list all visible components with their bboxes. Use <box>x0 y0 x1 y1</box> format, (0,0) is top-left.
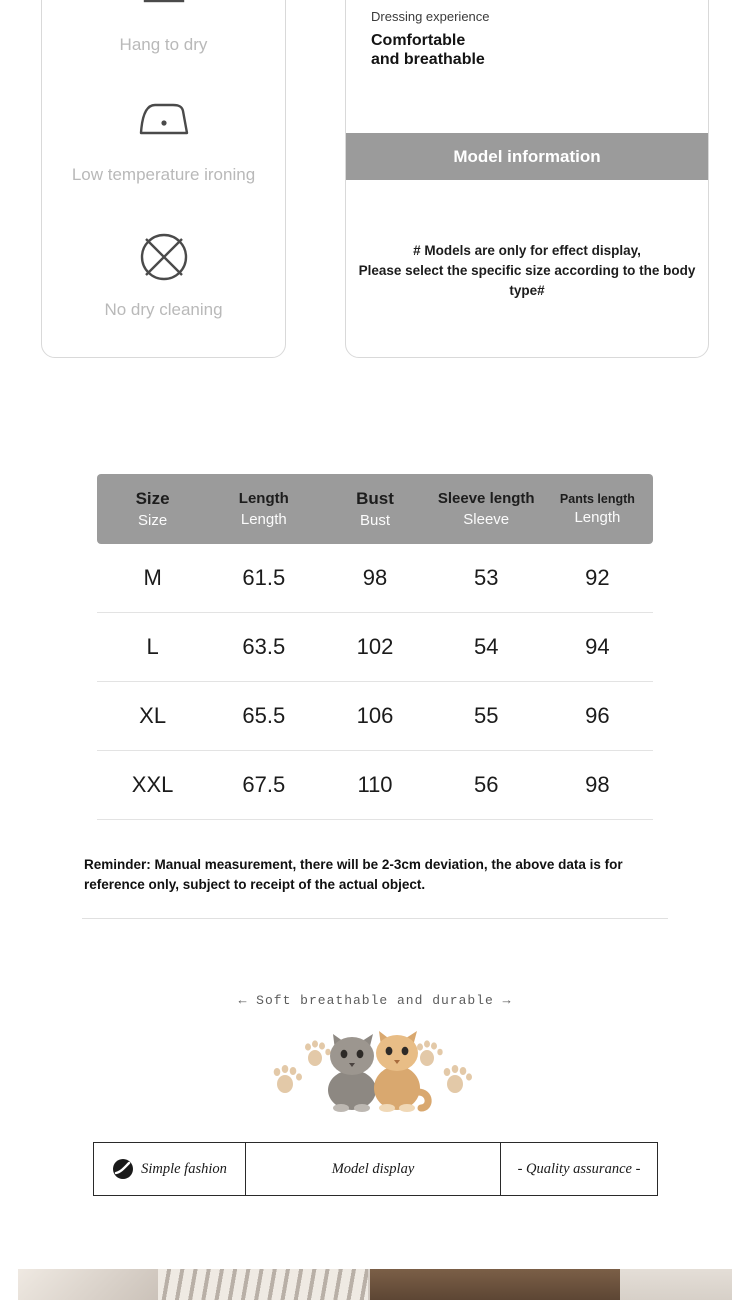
table-cell: 65.5 <box>242 703 286 728</box>
product-photo-strip <box>18 1269 732 1300</box>
soft-breathable-caption: ← Soft breathable and durable → <box>238 993 512 1008</box>
highlight-line-2: and breathable <box>371 51 485 68</box>
size-chart-table <box>97 474 653 820</box>
table-cell: 106 <box>356 703 394 728</box>
size-chart-header-cell <box>208 490 319 528</box>
table-row <box>97 613 653 682</box>
kittens-illustration <box>255 1022 495 1112</box>
paw-print-icon <box>305 1040 331 1066</box>
grey-kitten-icon <box>328 1034 376 1112</box>
paw-print-icon <box>417 1040 443 1066</box>
table-cell: 92 <box>585 565 610 590</box>
model-information-card <box>345 0 709 358</box>
paw-print-icon <box>444 1065 472 1093</box>
care-label: No dry cleaning <box>104 300 223 319</box>
table-cell: M <box>143 565 162 590</box>
header-label-sub: Size <box>138 511 168 529</box>
note-line-1: # Models are only for effect display, <box>413 243 641 258</box>
table-cell: 54 <box>473 634 499 659</box>
header-label-en: Sleeve length <box>437 490 535 508</box>
header-label-en: Pants length <box>559 491 635 506</box>
badge-label: Model display <box>331 1160 415 1177</box>
paw-print-icon <box>274 1065 302 1093</box>
table-cell: 94 <box>585 634 610 659</box>
top-cards-area <box>0 0 750 362</box>
table-cell: XXL <box>131 772 174 797</box>
measurement-reminder: Reminder: Manual measurement, there will be 2-3cm deviation, the above data is for reference only, subject to receipt of the actual object. <box>84 857 623 892</box>
header-label-en: Length <box>238 490 289 508</box>
table-cell: L <box>146 634 159 659</box>
table-row <box>97 751 653 820</box>
table-cell: 110 <box>357 772 393 797</box>
table-cell: 96 <box>585 703 610 728</box>
table-cell: XL <box>139 703 167 728</box>
table-cell: 98 <box>585 772 610 797</box>
table-cell: 55 <box>473 703 499 728</box>
model-information-banner: Model information <box>346 133 708 180</box>
orange-kitten-icon <box>374 1031 428 1112</box>
badge-label: - Quality assurance - <box>517 1160 641 1177</box>
table-cell: 98 <box>362 565 388 590</box>
table-row <box>97 682 653 751</box>
size-chart-header-cell <box>542 492 653 527</box>
footer-badge-bar <box>93 1142 658 1196</box>
badge-model-display <box>246 1143 501 1195</box>
table-cell: 63.5 <box>242 634 286 659</box>
table-cell: 67.5 <box>242 772 286 797</box>
dressing-experience-label: Dressing experience <box>371 9 490 24</box>
highlight-line-1: Comfortable <box>371 32 466 49</box>
swirl-logo-icon <box>112 1158 134 1180</box>
care-item-low-temperature-ironing <box>42 91 285 186</box>
header-label-sub: Length <box>574 509 621 527</box>
badge-label: Simple fashion <box>141 1160 227 1177</box>
size-chart-header-cell <box>319 489 430 529</box>
table-cell: 61.5 <box>242 565 286 590</box>
table-cell: 102 <box>356 634 394 659</box>
care-instructions-card <box>41 0 286 358</box>
dressing-experience-highlight <box>371 31 485 69</box>
size-chart-header-cell <box>431 490 542 528</box>
care-label: Hang to dry <box>119 35 208 54</box>
badge-quality-assurance <box>501 1143 657 1195</box>
header-label-sub: Length <box>240 510 287 528</box>
size-chart-header-cell <box>97 489 208 529</box>
table-cell: 56 <box>473 772 499 797</box>
note-line-2: Please select the specific size according to the body <box>358 263 696 278</box>
photo-right-region <box>620 1269 732 1300</box>
header-label-sub: Bust <box>360 511 391 529</box>
header-label-sub: Sleeve <box>463 510 510 528</box>
photo-striped-fabric <box>158 1269 368 1300</box>
header-label-en: Bust <box>356 489 394 509</box>
note-line-3: type# <box>509 283 545 298</box>
section-divider <box>82 918 668 919</box>
photo-model-hair <box>370 1269 620 1300</box>
model-information-note <box>346 241 708 301</box>
photo-left-region <box>18 1269 158 1300</box>
care-item-no-dry-cleaning <box>42 226 285 321</box>
care-label: Low temperature ironing <box>71 165 256 184</box>
size-chart-header-row <box>97 474 653 544</box>
header-label-en: Size <box>135 489 170 509</box>
table-row <box>97 544 653 613</box>
care-instructions-list <box>42 0 285 357</box>
badge-simple-fashion <box>94 1143 246 1195</box>
table-cell: 53 <box>473 565 499 590</box>
no-dry-cleaning-icon <box>133 226 195 288</box>
hang-to-dry-icon <box>133 0 195 23</box>
care-item-hang-to-dry <box>42 0 285 56</box>
low-temperature-ironing-icon <box>133 91 195 153</box>
